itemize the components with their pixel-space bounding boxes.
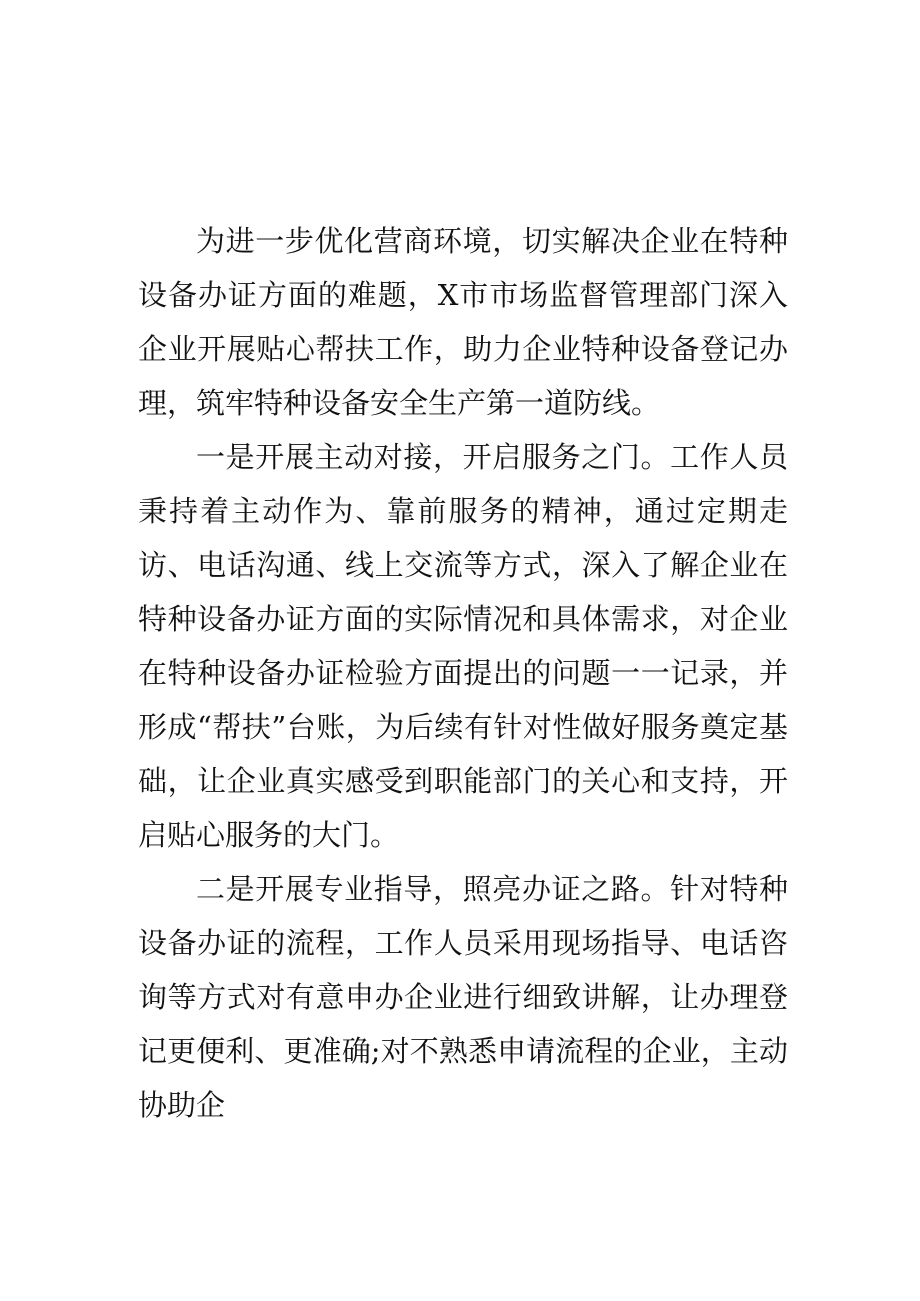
paragraph-point-one: 一是开展主动对接，开启服务之门。工作人员秉持着主动作为、靠前服务的精神，通过定期走访、电话沟通、线上交流等方式，深入了解企业在特种设备办证方面的实际情况和具体需求，对企业在特种设备办证检验方面提出的问题一一记录，并形成“帮扶”台账，为后续有针对性做好服务奠定基础，让企业真实感受到职能部门的关心和支持，开启贴心服务的大门。	[138, 440, 788, 852]
paragraph-intro: 为进一步优化营商环境，切实解决企业在特种设备办证方面的难题，X市市场监督管理部门深入企业开展贴心帮扶工作，助力企业特种设备登记办理，筑牢特种设备安全生产第一道防线。	[138, 224, 788, 420]
document-body	[138, 214, 788, 1132]
paragraph-point-two: 二是开展专业指导，照亮办证之路。针对特种设备办证的流程，工作人员采用现场指导、电话咨询等方式对有意申办企业进行细致讲解，让办理登记更便利、更准确;对不熟悉申请流程的企业，主动协助企	[138, 872, 788, 1122]
